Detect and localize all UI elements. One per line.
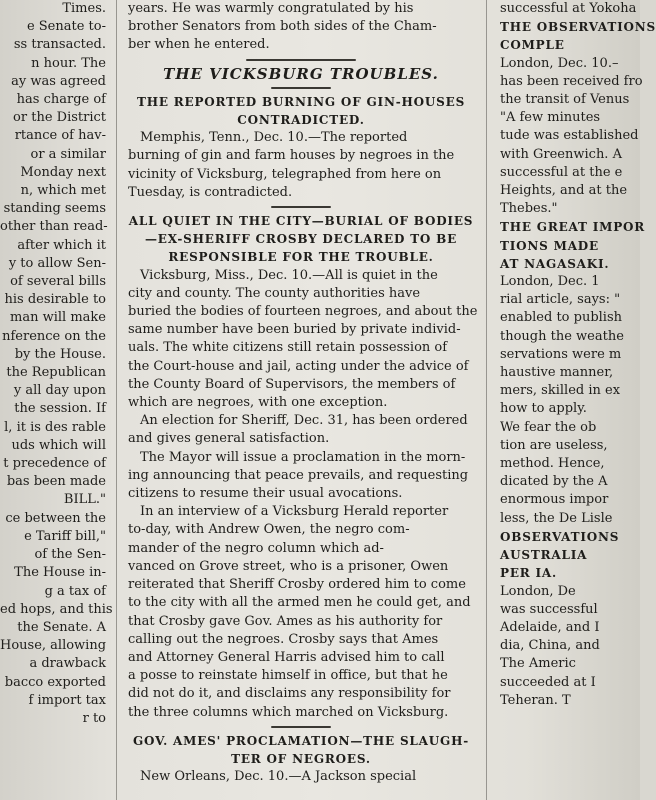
text-line: r to bbox=[82, 710, 106, 726]
text-line: AT NAGASAKI. bbox=[500, 256, 610, 271]
text-line: succeeded at I bbox=[500, 674, 596, 690]
memphis-dispatch bbox=[118, 129, 484, 202]
text-line: to the city with all the armed men he could get, and bbox=[128, 595, 471, 611]
subhead-all-quiet bbox=[118, 212, 484, 267]
text-line: enormous impor bbox=[500, 492, 609, 508]
text-line: though the weathe bbox=[500, 328, 624, 344]
text-line: f import tax bbox=[28, 692, 106, 708]
text-line: London, Dec. 10.– bbox=[500, 55, 619, 71]
text-line: uds which will bbox=[11, 437, 106, 453]
divider bbox=[118, 202, 484, 212]
text-line: citizens to resume their usual avocations. bbox=[128, 486, 403, 502]
text-line: by the House. bbox=[14, 346, 106, 362]
text-line: to-day, with Andrew Owen, the negro com- bbox=[128, 522, 410, 538]
text-line: haustive manner, bbox=[500, 365, 614, 381]
text-line: THE REPORTED BURNING OF GIN-HOUSES bbox=[136, 94, 466, 109]
text-line: London, Dec. 1 bbox=[500, 274, 600, 290]
middle-column bbox=[118, 0, 484, 800]
headline-ornament bbox=[118, 83, 484, 93]
text-line: which are negroes, with one exception. bbox=[128, 395, 388, 411]
text-line: PER IA. bbox=[500, 566, 558, 581]
text-line: uals. The white citizens still retain possession of bbox=[128, 340, 448, 356]
text-line: n, which met bbox=[20, 183, 106, 199]
text-line: e Tariff bill," bbox=[24, 528, 106, 544]
text-line: ALL QUIET IN THE CITY—BURIAL OF BODIES bbox=[128, 214, 474, 229]
headline: THE VICKSBURG TROUBLES. bbox=[163, 64, 439, 83]
text-line: was successful bbox=[500, 601, 598, 617]
text-line: ay was agreed bbox=[11, 73, 106, 89]
text-line: has charge of bbox=[16, 92, 106, 108]
text-line: tion are useless, bbox=[500, 437, 608, 453]
subhead-proclamation bbox=[118, 732, 484, 768]
right-column bbox=[490, 0, 656, 800]
column-rule bbox=[116, 0, 117, 800]
text-line: that Crosby gave Gov. Ames as his authority for bbox=[128, 613, 443, 629]
left-column bbox=[0, 0, 114, 800]
text-line: or a similar bbox=[30, 146, 106, 162]
text-line: y to allow Sen- bbox=[8, 255, 106, 271]
text-line: vanced on Grove street, who is a prisoner, Owen bbox=[128, 558, 449, 574]
text-line: vicinity of Vicksburg, telegraphed from here on bbox=[128, 166, 442, 182]
new-orleans-dispatch bbox=[118, 768, 484, 786]
subhead-gin-houses bbox=[118, 93, 484, 129]
text-line: tude was established bbox=[500, 128, 639, 144]
text-line: Thebes." bbox=[500, 201, 558, 217]
text-line: the Republican bbox=[6, 365, 106, 381]
text-line: GOV. AMES' PROCLAMATION—THE SLAUGH- bbox=[132, 733, 469, 748]
text-line: mers, skilled in ex bbox=[500, 383, 621, 399]
text-line: less, the De Lisle bbox=[500, 510, 613, 526]
text-line: the Senate. A bbox=[17, 619, 106, 635]
text-line: ing announcing that peace prevails, and requesting bbox=[128, 467, 469, 483]
text-line: The House in- bbox=[14, 565, 106, 581]
text-line: An election for Sheriff, Dec. 31, has been ordered bbox=[140, 413, 468, 429]
text-line: nference on the bbox=[2, 328, 106, 344]
text-line: how to apply. bbox=[500, 401, 587, 417]
mayor-paragraph bbox=[118, 449, 484, 504]
text-line: same number have been buried by private individ- bbox=[128, 322, 461, 338]
text-line: a drawback bbox=[29, 656, 106, 672]
text-line: enabled to publish bbox=[500, 310, 623, 326]
text-line: the three columns which marched on Vicksburg. bbox=[128, 704, 449, 720]
text-line: ce between the bbox=[5, 510, 106, 526]
text-line: AUSTRALIA bbox=[500, 548, 588, 563]
text-line: —EX-SHERIFF CROSBY DECLARED TO BE bbox=[144, 232, 458, 247]
text-line: In an interview of a Vicksburg Herald reporter bbox=[140, 504, 449, 520]
text-line: the County Board of Supervisors, the members of bbox=[128, 376, 456, 392]
text-line: his desirable to bbox=[4, 292, 106, 308]
text-line: TER OF NEGROES. bbox=[231, 751, 371, 766]
text-line: rtance of hav- bbox=[14, 128, 106, 144]
text-line: Tuesday, is contradicted. bbox=[128, 184, 293, 200]
text-line: burning of gin and farm houses by negroes in the bbox=[128, 148, 455, 164]
text-line: BILL." bbox=[63, 492, 106, 508]
text-line: years. He was warmly congratulated by his bbox=[128, 1, 414, 16]
text-line: TIONS MADE bbox=[500, 238, 599, 253]
text-line: a posse to reinstate himself in office, but that he bbox=[128, 668, 448, 684]
text-line: of the Sen- bbox=[34, 547, 106, 563]
text-line: "A few minutes bbox=[500, 110, 601, 126]
text-line: calling out the negroes. Crosby says that Ames bbox=[128, 631, 439, 647]
text-line: rial article, says: " bbox=[500, 292, 621, 308]
section-ornament bbox=[118, 55, 484, 65]
text-line: ed hops, and this bbox=[0, 601, 113, 617]
text-line: reiterated that Sheriff Crosby ordered him to come bbox=[128, 577, 466, 593]
text-line: n hour. The bbox=[31, 55, 106, 71]
text-line: did not do it, and disclaims any responsibility for bbox=[128, 686, 451, 702]
text-line: Heights, and at the bbox=[500, 183, 628, 199]
election-paragraph bbox=[118, 412, 484, 448]
text-line: after which it bbox=[17, 237, 106, 253]
text-line: The Mayor will issue a proclamation in the morn- bbox=[140, 449, 466, 465]
text-line: city and county. The county authorities have bbox=[128, 285, 421, 301]
text-line: CONTRADICTED. bbox=[237, 113, 365, 128]
text-line: ss transacted. bbox=[13, 37, 106, 53]
text-line: bas been made bbox=[6, 474, 106, 490]
text-line: has been received fro bbox=[500, 73, 643, 89]
text-line: of several bills bbox=[10, 274, 106, 290]
text-line: dicated by the A bbox=[500, 474, 608, 490]
text-line: buried the bodies of fourteen negroes, and about the bbox=[128, 304, 478, 320]
text-line: mander of the negro column which ad- bbox=[128, 540, 384, 556]
text-line: and gives general satisfaction. bbox=[128, 431, 330, 447]
text-line: with Greenwich. A bbox=[500, 146, 622, 162]
text-line: ber when he entered. bbox=[128, 37, 270, 53]
text-line: standing seems bbox=[3, 201, 106, 217]
text-line: We fear the ob bbox=[500, 419, 597, 435]
text-line: the transit of Venus bbox=[500, 92, 630, 108]
text-line: THE GREAT IMPOR bbox=[500, 220, 646, 235]
column-rule bbox=[486, 0, 487, 800]
text-line: Monday next bbox=[20, 164, 106, 180]
text-line: successful at Yokoha bbox=[500, 1, 637, 16]
text-line: man will make bbox=[10, 310, 106, 326]
divider bbox=[118, 722, 484, 732]
text-line: the Court-house and jail, acting under the advice of bbox=[128, 358, 469, 374]
text-line: London, De bbox=[500, 583, 576, 599]
text-line: and Attorney General Harris advised him to call bbox=[128, 649, 445, 665]
text-line: or the District bbox=[13, 110, 106, 126]
text-line: l, it is des rable bbox=[4, 419, 106, 435]
text-line: Teheran. T bbox=[500, 692, 571, 708]
text-line: Times. bbox=[62, 1, 106, 16]
previous-article-ending bbox=[118, 0, 484, 55]
text-line: g a tax of bbox=[44, 583, 106, 599]
text-line: COMPLE bbox=[500, 38, 565, 53]
interview-paragraph bbox=[118, 503, 484, 721]
text-line: other than read- bbox=[0, 219, 108, 235]
vicksburg-dispatch bbox=[118, 267, 484, 413]
text-line: OBSERVATIONS bbox=[500, 529, 620, 544]
text-line: y all day upon bbox=[13, 383, 106, 399]
text-line: Adelaide, and I bbox=[500, 619, 600, 635]
text-line: method. Hence, bbox=[500, 456, 605, 472]
text-line: dia, China, and bbox=[500, 638, 600, 654]
text-line: successful at the e bbox=[500, 164, 623, 180]
text-line: House, allowing bbox=[0, 638, 107, 654]
text-line: New Orleans, Dec. 10.—A Jackson special bbox=[140, 769, 417, 785]
text-line: Vicksburg, Miss., Dec. 10.—All is quiet in the bbox=[140, 267, 438, 283]
text-line: Memphis, Tenn., Dec. 10.—The reported bbox=[140, 130, 408, 146]
text-line: brother Senators from both sides of the Cham- bbox=[128, 19, 437, 35]
text-line: the session. If bbox=[14, 401, 106, 417]
text-line: The Americ bbox=[500, 656, 576, 672]
text-line: RESPONSIBLE FOR THE TROUBLE. bbox=[168, 250, 434, 265]
text-line: e Senate to- bbox=[26, 19, 106, 35]
text-line: t precedence of bbox=[3, 456, 106, 472]
text-line: THE OBSERVATIONS bbox=[500, 20, 656, 35]
text-line: servations were m bbox=[500, 346, 622, 362]
text-line: bacco exported bbox=[4, 674, 106, 690]
